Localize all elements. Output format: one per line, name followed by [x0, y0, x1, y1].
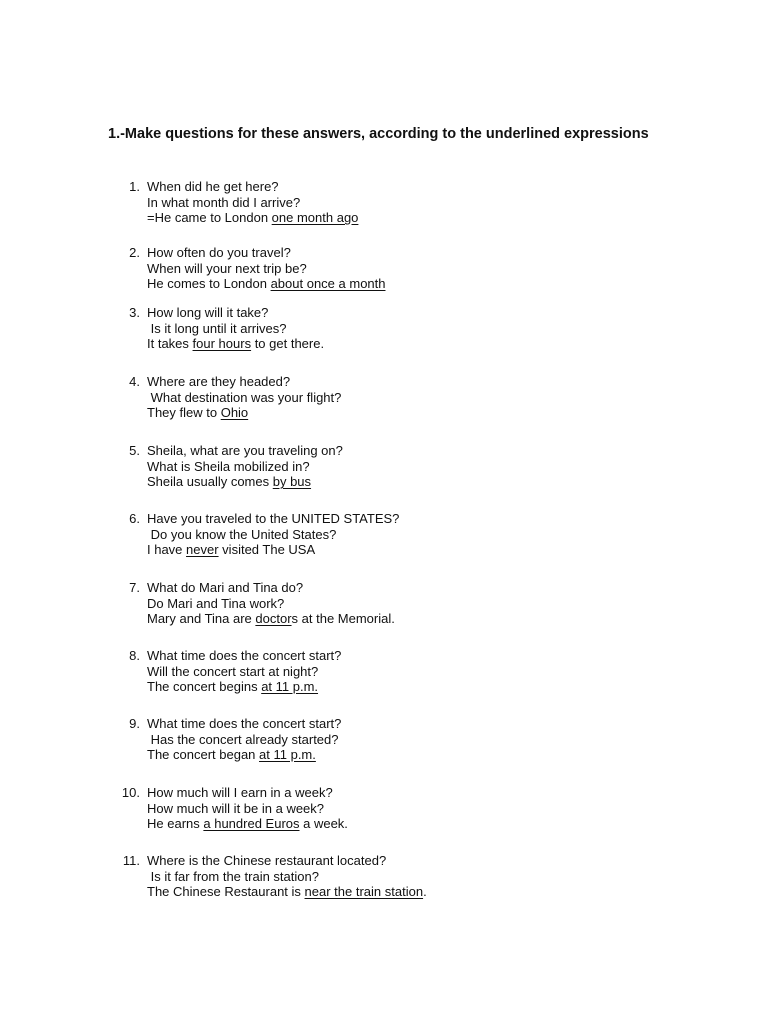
question-2: Is it far from the train station?: [147, 868, 319, 884]
item-number: 7.: [129, 580, 140, 595]
item-number: 4.: [129, 374, 140, 389]
question-2: What destination was your flight?: [147, 389, 342, 405]
underlined-expression: by bus: [272, 474, 312, 490]
question-2: When will your next trip be?: [147, 260, 307, 276]
item-number: 2.: [129, 245, 140, 260]
item-number: 9.: [129, 716, 140, 731]
question-2: Do you know the United States?: [147, 526, 337, 542]
answer: =He came to London one month ago: [147, 210, 359, 226]
answer: The concert began at 11 p.m.: [147, 747, 316, 763]
answer: I have never visited The USA: [147, 542, 316, 558]
question-2: What is Sheila mobilized in?: [147, 458, 310, 474]
underlined-expression: a hundred Euros: [203, 816, 300, 832]
question-2: Do Mari and Tina work?: [147, 595, 285, 611]
question-1: Have you traveled to the UNITED STATES?: [147, 511, 400, 526]
underlined-expression: doctor: [255, 611, 292, 627]
underlined-expression: about once a month: [270, 276, 386, 292]
underlined-expression: near the train station: [304, 884, 424, 900]
question-2: How much will it be in a week?: [147, 800, 325, 816]
underlined-expression: four hours: [192, 336, 252, 352]
question-1: What do Mari and Tina do?: [147, 580, 304, 595]
question-2: Will the concert start at night?: [147, 663, 319, 679]
question-1: Where are they headed?: [147, 374, 291, 389]
item-number: 1.: [129, 179, 140, 194]
answer: The Chinese Restaurant is near the train station.: [147, 884, 427, 900]
underlined-expression: one month ago: [271, 210, 359, 226]
underlined-expression: never: [186, 542, 219, 558]
item-number: 11.: [122, 853, 140, 868]
item-number: 10.: [121, 785, 140, 800]
item-number: 6.: [129, 511, 140, 526]
question-2: Is it long until it arrives?: [147, 320, 287, 336]
question-1: How long will it take?: [147, 305, 269, 320]
underlined-expression: at 11 p.m.: [259, 747, 316, 763]
item-number: 8.: [129, 648, 140, 663]
answer: He earns a hundred Euros a week.: [147, 816, 348, 832]
underlined-expression: Ohio: [220, 405, 249, 421]
answer: Mary and Tina are doctors at the Memorial.: [147, 611, 395, 627]
question-2: Has the concert already started?: [147, 731, 339, 747]
question-1: Sheila, what are you traveling on?: [147, 443, 343, 458]
answer: The concert begins at 11 p.m.: [147, 679, 319, 695]
question-1: What time does the concert start?: [147, 648, 342, 663]
underlined-expression: at 11 p.m.: [261, 679, 319, 695]
question-1: How much will I earn in a week?: [147, 785, 333, 800]
exercise-heading: 1.-Make questions for these answers, according to the underlined expressions: [108, 126, 649, 142]
answer: Sheila usually comes by bus: [147, 474, 312, 490]
question-2: In what month did I arrive?: [147, 194, 301, 210]
question-1: How often do you travel?: [147, 245, 291, 260]
answer: They flew to Ohio: [147, 405, 249, 421]
answer: It takes four hours to get there.: [147, 336, 325, 352]
item-number: 3.: [129, 305, 140, 320]
question-1: When did he get here?: [147, 179, 279, 194]
question-1: Where is the Chinese restaurant located?: [147, 853, 387, 868]
answer: He comes to London about once a month: [147, 276, 386, 292]
item-number: 5.: [129, 443, 140, 458]
question-1: What time does the concert start?: [147, 716, 342, 731]
